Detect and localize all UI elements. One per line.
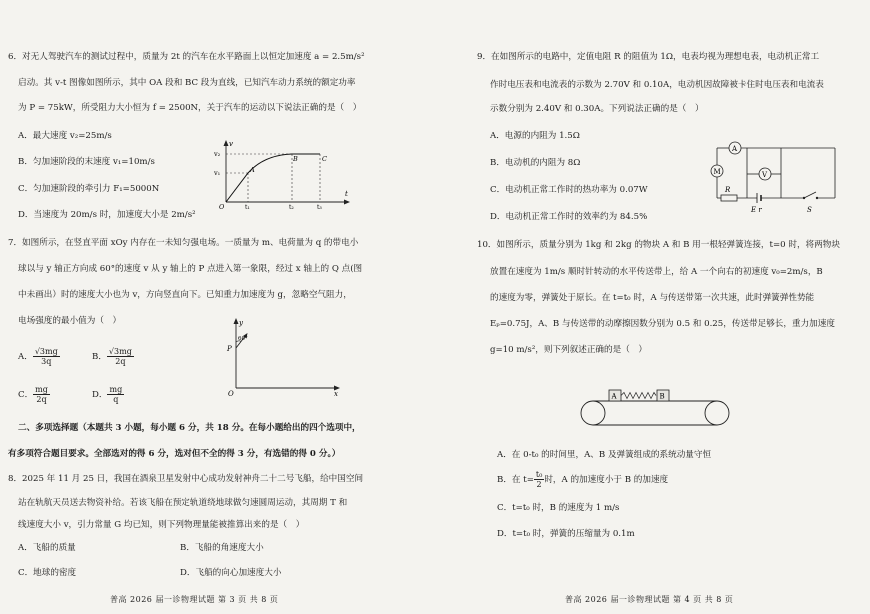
q6-option-d: D．当速度为 20m/s 时，加速度大小是 2m/s²	[18, 210, 196, 220]
resistor-label: R	[725, 186, 731, 194]
q7-line-4: 电场强度的最小值为（ ）	[18, 316, 122, 326]
q8-line-2: 站在轨航天员送去物资补给。若该飞船在预定轨道绕地球做匀速圆周运动，其周期 T 和	[18, 498, 348, 508]
q6-graph-v1-label: v₁	[214, 169, 221, 177]
q10-line-2: 放置在速度为 1m/s 顺时针转动的水平传送带上，给 A 一个向右的初速度 v₀=2m/s，B	[490, 267, 823, 277]
q6-option-b: B．匀加速阶段的末速度 v₁=10m/s	[18, 157, 155, 167]
resistor-icon	[721, 195, 737, 201]
q6-line-2: 启动。其 v-t 图像如图所示，其中 OA 段和 BC 段为直线，已知汽车动力系统的额定功率	[18, 78, 356, 88]
q7-coordinate-graph	[222, 316, 342, 398]
q7-option-d: D． $\frac{mg}{q}$	[92, 385, 123, 404]
q6-graph-origin: O	[219, 203, 225, 210]
q8-line-1: 8．2025 年 11 月 25 日，我国在酒泉卫星发射中心成功发射神舟二十二号飞船，给中国空间	[8, 474, 364, 484]
q8-option-a: A．飞船的质量	[18, 543, 76, 553]
q6-vt-graph	[212, 138, 352, 210]
q9-option-d: D．电动机正常工作时的效率约为 84.5%	[490, 212, 648, 222]
q6-option-a: A．最大速度 v₂=25m/s	[18, 131, 112, 141]
q10-line-1: 10．如图所示，质量分别为 1kg 和 2kg 的物块 A 和 B 用一根轻弹簧连接，t=0 时，将两物块	[477, 240, 840, 250]
q6-graph-v-label: v	[229, 140, 233, 148]
q9-line-3: 示数分别为 2.40V 和 0.30A。下列说法正确的是（ ）	[490, 104, 704, 114]
ammeter-label: A	[732, 145, 738, 153]
q6-graph-tick-t2: t₂	[289, 204, 294, 210]
q7-graph-y-label: y	[239, 319, 243, 327]
exam-page-4	[455, 0, 870, 614]
voltmeter-label: V	[762, 171, 768, 179]
switch-icon	[804, 192, 816, 198]
q10-option-d: D．t=t₀ 时，弹簧的压缩量为 0.1m	[497, 529, 635, 539]
q6-graph-v2-label: v₂	[214, 150, 221, 158]
q6-option-c: C．匀加速阶段的牵引力 F₁=5000N	[18, 184, 160, 194]
q8-option-d: D．飞船的向心加速度大小	[180, 568, 282, 578]
q6-graph-point-c: C	[322, 155, 327, 163]
q9-line-1: 9．在如图所示的电路中，定值电阻 R 的阻值为 1Ω，电表均视为理想电表，电动机正常工	[477, 52, 820, 62]
switch-label: S	[807, 206, 812, 214]
q7-line-1: 7．如图所示，在竖直平面 xOy 内存在一未知匀强电场。一质量为 m、电荷量为 q 的带电小	[8, 238, 359, 248]
block-b-label: B	[659, 392, 665, 401]
q10-option-b: B．在 t= $\frac{\text{t₀}}{2}$ 时，A 的加速度小于 B 的加速度	[497, 470, 669, 489]
q9-option-a: A．电源的内阻为 1.5Ω	[490, 131, 580, 141]
q7-option-a: A． $\frac{√3mg}{3q}$	[18, 347, 58, 366]
q6-graph-point-a: A	[250, 166, 255, 174]
q6-graph-tick-t1: t₁	[245, 204, 250, 210]
q6-line-1: 6．对无人驾驶汽车的测试过程中，质量为 2t 的汽车在水平路面上以恒定加速度 a = 2.5m/s²	[8, 52, 365, 62]
q8-option-c: C．地球的密度	[18, 568, 77, 578]
footer-page-3: 普高 2026 届一诊物理试题 第 3 页 共 8 页	[110, 595, 279, 604]
q9-circuit-diagram	[707, 138, 843, 218]
section-2-instructions: 有多项符合题目要求。全部选对的得 6 分，选对但不全的得 3 分，有选错的得 0 分。）	[8, 449, 341, 459]
q7-graph-x-label: x	[334, 390, 338, 398]
q9-option-b: B．电动机的内阻为 8Ω	[490, 158, 581, 168]
q9-line-2: 作时电压表和电流表的示数为 2.70V 和 0.10A，电动机因故障被卡住时电压表和电流表	[490, 80, 824, 90]
section-2-heading: 二、多项选择题（本题共 3 小题，每小题 6 分，共 18 分。在每小题给出的四个选项中，	[18, 423, 361, 433]
q10-option-c: C．t=t₀ 时，B 的速度为 1 m/s	[497, 503, 620, 513]
q10-option-a: A．在 0-t₀ 的时间里，A、B 及弹簧组成的系统动量守恒	[497, 450, 712, 460]
q6-graph-point-b: B	[293, 155, 298, 163]
q7-graph-angle: 60°	[238, 336, 248, 342]
q10-conveyor-belt-diagram	[579, 382, 731, 428]
q7-line-3: 中未画出）时的速度大小也为 v，方向竖直向下。已知重力加速度为 g，忽略空气阻力，	[18, 290, 352, 300]
q7-graph-point-p: P	[227, 345, 232, 353]
q10-line-5: g=10 m/s²，则下列叙述正确的是（ ）	[490, 345, 647, 355]
spring-icon	[621, 393, 656, 399]
q8-option-b: B．飞船的角速度大小	[180, 543, 264, 553]
block-a-label: A	[611, 392, 617, 401]
q7-graph-origin: O	[228, 390, 234, 398]
q6-graph-t-label: t	[345, 190, 348, 198]
q8-line-3: 线速度大小 v，引力常量 G 均已知，则下列物理量能被推算出来的是（ ）	[18, 520, 305, 530]
q10-line-3: 的速度为零，弹簧处于原长。在 t=t₀ 时，A 与传送带第一次共速，此时弹簧弹性势能	[490, 293, 815, 303]
battery-label: E r	[751, 206, 762, 214]
q6-line-3: 为 P = 75kW，所受阻力大小恒为 f = 2500N，关于汽车的运动以下说法正确的是（ ）	[18, 103, 362, 113]
q7-option-b: B． $\frac{√3mg}{2q}$	[92, 347, 132, 366]
motor-label: M	[713, 168, 721, 176]
q7-option-c: C． $\frac{mg}{2q}$	[18, 385, 48, 404]
q6-graph-tick-t3: t₃	[317, 204, 322, 210]
q7-line-2: 球以与 y 轴正方向成 60°的速度 v 从 y 轴上的 P 点进入第一象限，经过 x 轴上的 Q 点(图	[18, 264, 363, 274]
footer-page-4: 普高 2026 届一诊物理试题 第 4 页 共 8 页	[565, 595, 734, 604]
q9-option-c: C．电动机正常工作时的热功率为 0.07W	[490, 185, 648, 195]
q10-line-4: Eₚ=0.75J，A、B 与传送带的动摩擦因数分别为 0.5 和 0.25，传送带足够长，重力加速度	[490, 319, 835, 329]
